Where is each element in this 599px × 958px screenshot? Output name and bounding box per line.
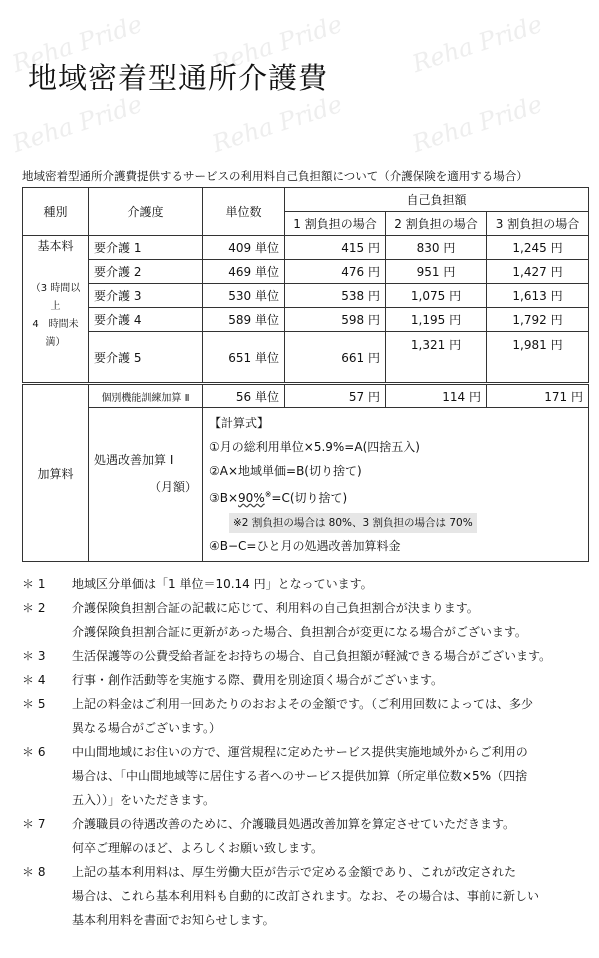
header-pay-1: 1 割負担の場合 [285, 212, 386, 236]
care-level-cell: 要介護 5 [89, 332, 203, 384]
table-row [23, 384, 589, 408]
table-row [23, 408, 589, 562]
note-marker: ＊ 5 [22, 697, 46, 711]
watermark: Reha Pride [8, 9, 146, 79]
header-pay-3: 3 割負担の場合 [487, 212, 589, 236]
table-row [23, 236, 589, 260]
calc-line-4: ④B−C=ひと月の処遇改善加算料金 [209, 539, 401, 553]
pay2-cell: 830 円 [386, 236, 487, 260]
pay1-cell: 598 円 [285, 308, 386, 332]
note-item: ＊ 8 上記の基本利用料は、厚生労働大臣が告示で定める金額であり、これが改定された 場合は、これら基本利用料も自動的に改訂されます。なお、その場合は、事前に新しい 基本利用料を書面でお知らせします。 [22, 860, 592, 932]
calc-line-3: ③B×90%※=C(切り捨て) [209, 490, 348, 505]
units-cell: 530 単位 [203, 284, 285, 308]
care-level-cell: 要介護 2 [89, 260, 203, 284]
pay2-cell: 1,195 円 [386, 308, 487, 332]
watermark: Reha Pride [408, 9, 546, 79]
calc-heading: 【計算式】 [209, 416, 270, 430]
basic-fee-note: （3 時間以 上 4 時間未 満） [30, 282, 81, 348]
calc-line-2: ②A×地域単価=B(切り捨て) [209, 464, 362, 478]
add-fee-label: 加算料 [23, 384, 89, 562]
header-self-pay: 自己負担額 [285, 188, 589, 212]
note-marker: ＊ 1 [22, 577, 46, 591]
table-row [23, 308, 589, 332]
note-item: ＊ 7 介護職員の待遇改善のために、介護職員処遇改善加算を算定させていただきます。 何卒ご理解のほど、よろしくお願い致します。 [22, 812, 592, 860]
basic-fee-cell [23, 236, 89, 384]
note-marker: ＊ 2 [22, 601, 46, 615]
units-cell: 651 単位 [203, 332, 285, 384]
improvement-period: （月額） [148, 479, 197, 494]
note-item: ＊ 4 行事・創作活動等を実施する際、費用を別途頂く場合がございます。 [22, 668, 592, 692]
pay2-cell: 1,075 円 [386, 284, 487, 308]
pay2-cell: 951 円 [386, 260, 487, 284]
watermark: Reha Pride [208, 9, 346, 79]
pay1-cell: 538 円 [285, 284, 386, 308]
pay3-cell: 1,245 円 [487, 236, 589, 260]
table-caption: 地域密着型通所介護費提供するサービスの利用料自己負担額について（介護保険を適用する場合） [22, 169, 528, 183]
pay3-cell: 1,613 円 [487, 284, 589, 308]
watermark: Reha Pride [208, 89, 346, 159]
pay2-cell: 1,321 円 [386, 332, 487, 384]
training-units: 56 単位 [203, 384, 285, 408]
watermark: Reha Pride [8, 89, 146, 159]
training-pay1: 57 円 [285, 384, 386, 408]
care-level-cell: 要介護 1 [89, 236, 203, 260]
units-cell: 409 単位 [203, 236, 285, 260]
note-marker: ＊ 8 [22, 865, 46, 879]
table-row [23, 332, 589, 384]
units-cell: 589 単位 [203, 308, 285, 332]
table-row [23, 260, 589, 284]
training-pay2: 114 円 [386, 384, 487, 408]
calc-note: ※2 割負担の場合は 80%、3 割負担の場合は 70% [229, 513, 477, 533]
training-name: 個別機能訓練加算 Ⅱ [89, 384, 203, 408]
note-item: ＊ 3 生活保護等の公費受給者証をお持ちの場合、自己負担額が軽減できる場合がございます。 [22, 644, 592, 668]
calculation-formula [203, 408, 589, 562]
note-item: ＊ 1 地域区分単価は「1 単位＝10.14 円」となっています。 [22, 572, 592, 596]
calc-line-1: ①月の総利用単位×5.9%=A(四捨五入) [209, 440, 420, 454]
pay3-cell: 1,981 円 [487, 332, 589, 384]
care-level-cell: 要介護 3 [89, 284, 203, 308]
note-marker: ＊ 4 [22, 673, 46, 687]
header-care-level: 介護度 [89, 188, 203, 236]
improvement-name: 処遇改善加算 Ⅰ [94, 452, 174, 467]
note-item: ＊ 5 上記の料金はご利用一回あたりのおおよその金額です。（ご利用回数によっては、多少 異なる場合がございます。） [22, 692, 592, 740]
note-marker: ＊ 6 [22, 745, 46, 759]
pay1-cell: 476 円 [285, 260, 386, 284]
care-level-cell: 要介護 4 [89, 308, 203, 332]
improvement-cell [89, 408, 203, 562]
watermark: Reha Pride [408, 89, 546, 159]
fee-table [22, 187, 589, 562]
notes-list [22, 572, 592, 932]
note-item: ＊ 6 中山間地域にお住いの方で、運営規程に定めたサービス提供実施地域外からご利用の 場合は、「中山間地域等に居住する者へのサービス提供加算（所定単位数×5%（四捨 五入））」をいただきます。 [22, 740, 592, 812]
pay1-cell: 415 円 [285, 236, 386, 260]
note-marker: ＊ 3 [22, 649, 46, 663]
header-pay-2: 2 割負担の場合 [386, 212, 487, 236]
table-row [23, 284, 589, 308]
header-units: 単位数 [203, 188, 285, 236]
header-type: 種別 [23, 188, 89, 236]
training-pay3: 171 円 [487, 384, 589, 408]
pay3-cell: 1,792 円 [487, 308, 589, 332]
pay3-cell: 1,427 円 [487, 260, 589, 284]
page-title: 地域密着型通所介護費 [28, 61, 329, 95]
note-marker: ＊ 7 [22, 817, 46, 831]
pay1-cell: 661 円 [285, 332, 386, 384]
units-cell: 469 単位 [203, 260, 285, 284]
basic-fee-label: 基本料 [37, 238, 74, 253]
note-item: ＊ 2 介護保険負担割合証の記載に応じて、利用料の自己負担割合が決まります。 介護保険負担割合証に更新があった場合、負担割合が変更になる場合がございます。 [22, 596, 592, 644]
